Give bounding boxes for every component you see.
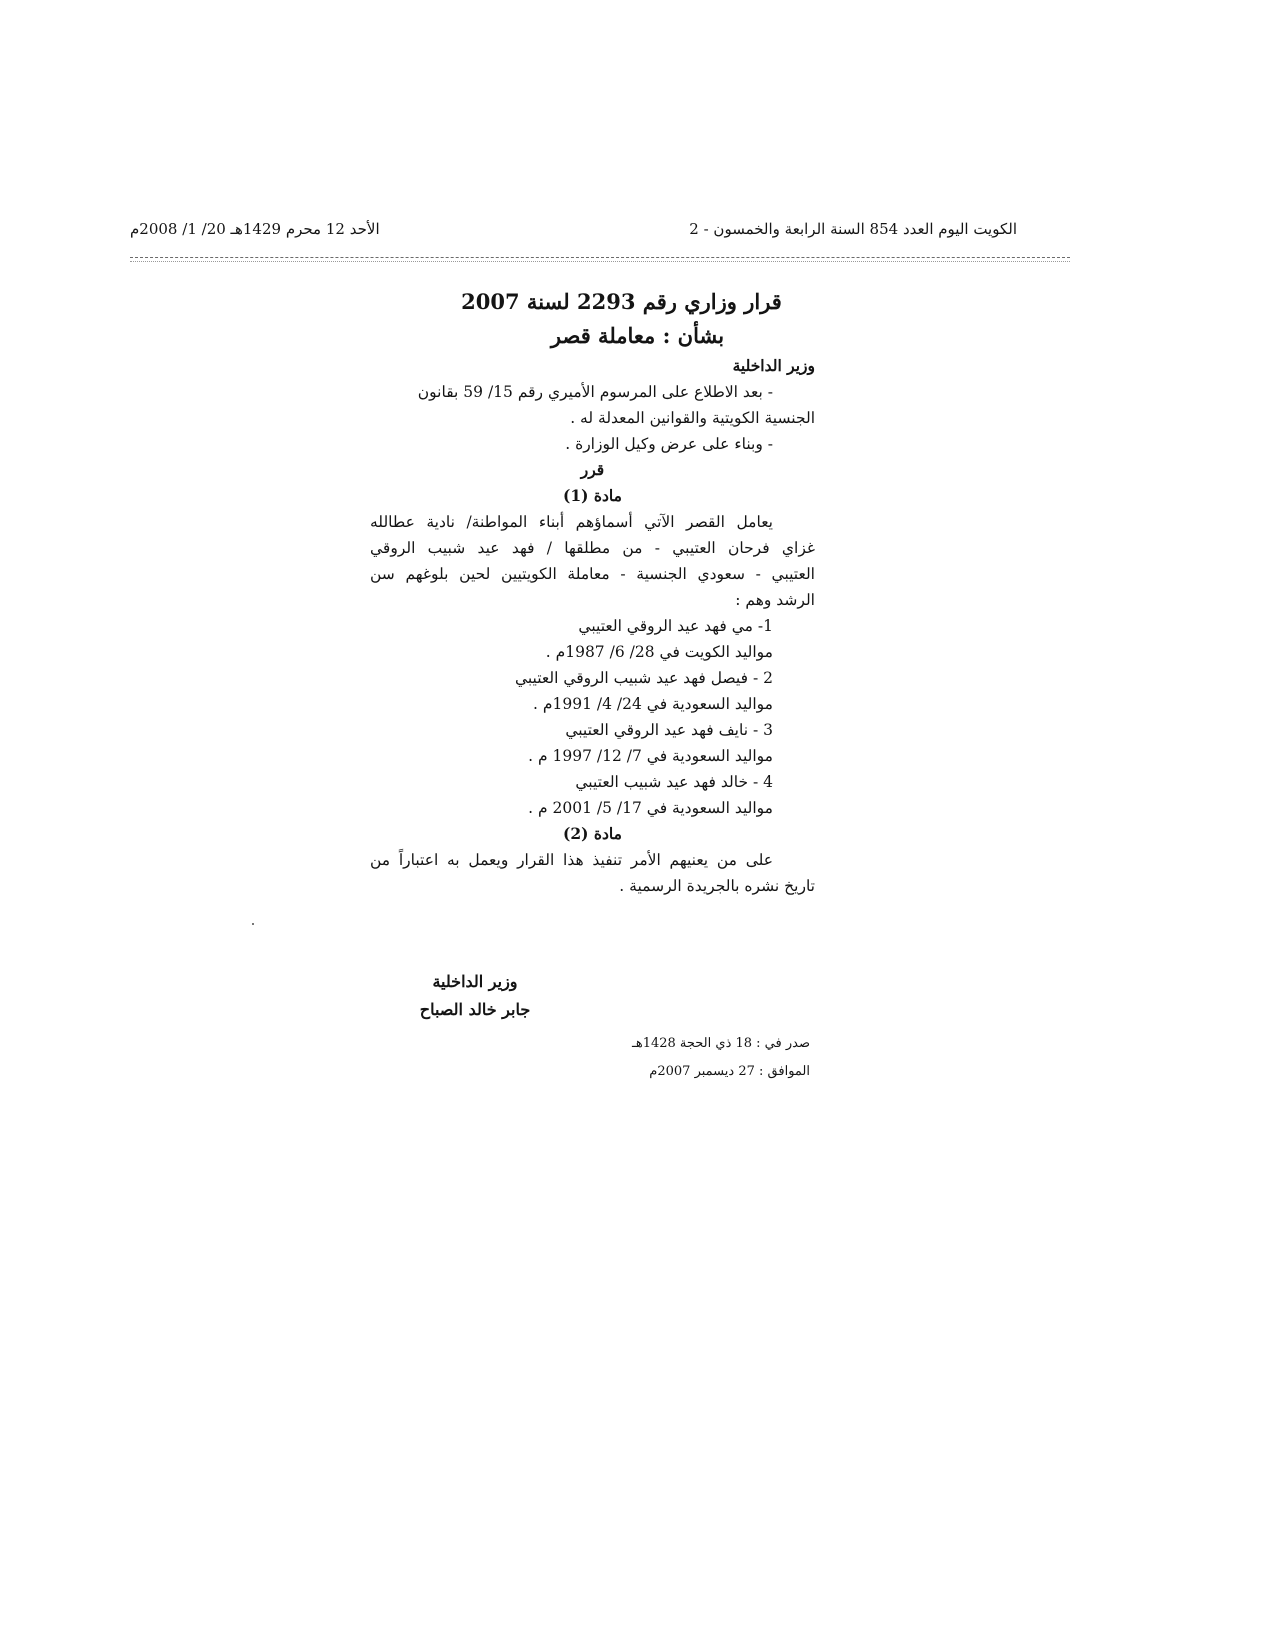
gazette-header-date: الأحد 12 محرم 1429هـ 20/ 1/ 2008م [130,220,380,238]
preamble-line: الجنسية الكويتية والقوانين المعدلة له . [570,409,815,427]
article-2-line: على من يعنيهم الأمر تنفيذ هذا القرار ويعمل به اعتباراً من [370,851,773,869]
child-name: 3 - نايف فهد عيد الروقي العتيبي [565,721,773,739]
decree-body [370,285,815,899]
header-divider [130,257,1070,258]
decided-heading: قرر [580,460,605,479]
preamble-line: - بعد الاطلاع على المرسوم الأميري رقم 15/ 59 بقانون [417,383,773,401]
article-1-line: العتيبي - سعودي الجنسية - معاملة الكويتيين لحين بلوغهم سن [370,565,815,583]
article-2-line: تاريخ نشره بالجريدة الرسمية . [619,877,815,895]
child-name: 4 - خالد فهد عيد شبيب العتيبي [575,773,773,791]
decree-issuer: وزير الداخلية [732,356,815,375]
article-2-heading: مادة (2) [563,824,622,843]
child-name: 2 - فيصل فهد عيد شبيب الروقي العتيبي [514,669,773,687]
article-1-line: غزاي فرحان العتيبي - من مطلقها / فهد عيد شبيب الروقي [370,539,815,557]
issued-block [590,1030,810,1086]
child-birth: مواليد السعودية في 17/ 5/ 2001 م . [528,799,773,817]
issued-hijri-date: صدر في : 18 ذي الحجة 1428هـ [632,1036,810,1051]
article-1-heading: مادة (1) [563,486,622,505]
child-name: 1- مي فهد عيد الروقي العتيبي [578,617,773,635]
decree-title: قرار وزاري رقم 2293 لسنة 2007 [461,289,782,314]
issued-gregorian-date: الموافق : 27 ديسمبر 2007م [649,1064,810,1079]
signature-name: جابر خالد الصباح [419,1000,531,1019]
child-birth: مواليد السعودية في 7/ 12/ 1997 م . [528,747,773,765]
preamble-line: - وبناء على عرض وكيل الوزارة . [565,435,773,453]
signature-title: وزير الداخلية [432,972,518,991]
header-divider-secondary [130,261,1070,262]
scan-speck [252,923,254,925]
article-1-line: الرشد وهم : [735,591,815,609]
decree-subject: بشأن : معاملة قصر [550,323,725,348]
child-birth: مواليد الكويت في 28/ 6/ 1987م . [545,643,773,661]
gazette-header-issue: الكويت اليوم العدد 854 السنة الرابعة والخمسون - 2 [689,220,1017,238]
child-birth: مواليد السعودية في 24/ 4/ 1991م . [533,695,773,713]
signature-block [400,968,550,1024]
article-1-line: يعامل القصر الآتي أسماؤهم أبناء المواطنة/ نادية عطالله [370,513,773,531]
